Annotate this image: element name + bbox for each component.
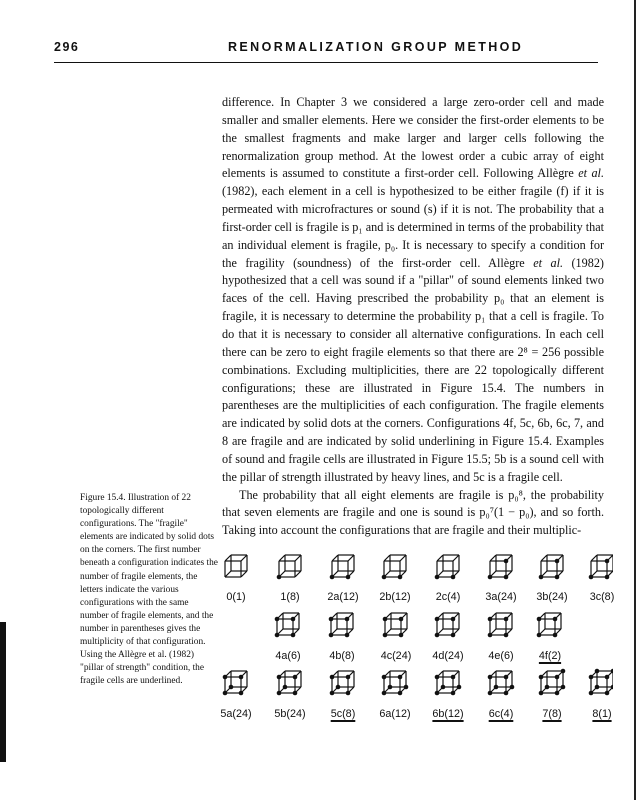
config-label: 5c(8) [330,708,356,720]
fragile-element-dot [504,617,509,622]
fragile-element-dot [398,691,403,696]
fragile-element-dot [388,685,393,690]
fragile-element-dot [457,685,462,690]
config-label: 4b(8) [329,650,355,662]
fragile-element-dot [539,675,544,680]
cube-edge [332,555,338,561]
cube-edge [453,555,459,561]
cube-4e-6 [488,613,512,637]
fragile-element-dot [329,617,334,622]
fragile-element-dot [382,675,387,680]
fragile-element-dot [595,685,600,690]
cube-1-8 [277,555,301,579]
fragile-element-dot [275,617,280,622]
page-number: 296 [54,40,80,54]
config-label: 6b(12) [432,708,464,720]
fragile-element-dot [555,559,560,564]
cube-edge [295,571,301,577]
fragile-element-dot [383,633,388,638]
cube-7-8 [539,669,566,696]
fragile-element-dot [504,675,509,680]
fragile-element-dot [494,685,499,690]
fragile-element-dot [398,575,403,580]
cube-edge [400,555,406,561]
body-text [222,94,604,540]
cube-edge [225,571,231,577]
fragile-element-dot [399,633,404,638]
cube-6a-12 [382,671,409,695]
cube-edge [225,555,231,561]
fragile-element-dot [488,617,493,622]
fragile-element-dot [605,691,610,696]
fragile-element-dot [451,575,456,580]
p1-part-c: (1982) hypothesized that a cell was sound if a "pillar" of sound elements linked two faces of the cell. Having prescribed the probability p₀ that an element is fragile, it is necessary to determine the probability p₁ that a cell is fragile. To do that it is necessary to consider all alternative configurations. In each cell there can be zero to eight fragile elements so that there are 2⁸ = 256 possible combinations. Excluding multiplicities, there are 22 topologically different configurations; these are illustrated in Figure 15.4. The numbers in parentheses are the multiplicities of each configuration. The fragile elements are indicated by solid dots at the corners. Configurations 4f, 5c, 6b, 6c, 7, and 8 are fragile and are indicated by solid underlining in Figure 15.4. Examples of sound and fragile cells are illustrated in Figure 15.5; 5b is a sound cell with the pillar of strength illustrated by heavy lines, and 5c is a fragile cell. [222,255,604,484]
cube-0-1 [225,555,247,577]
fragile-element-dot [589,675,594,680]
cube-4f-2 [537,613,561,637]
cube-3a-24 [488,555,512,579]
cube-edge [241,555,247,561]
fragile-element-dot [345,633,350,638]
cube-4a-6 [275,613,299,637]
config-label: 1(8) [280,591,300,603]
config-label: 6a(12) [379,708,411,720]
fragile-element-dot [451,691,456,696]
fragile-element-dot [441,685,446,690]
cube-edge [591,555,597,561]
config-label: 3a(24) [485,591,517,603]
cube-6b-12 [435,671,462,695]
fragile-element-dot [451,633,456,638]
fragile-element-dot [398,675,403,680]
fragile-element-dot [504,691,509,696]
fragile-element-dot [435,691,440,696]
fragile-element-dot [399,617,404,622]
fragile-element-dot [545,685,550,690]
fragile-element-dot [283,685,288,690]
fragile-element-dot [435,633,440,638]
fragile-element-dot [346,675,351,680]
config-label: 4a(6) [275,650,301,662]
config-label: 3c(8) [589,591,615,603]
cube-edge [279,555,285,561]
config-label: 4c(24) [380,650,412,662]
fragile-element-dot [330,575,335,580]
fragile-element-dot [504,575,509,580]
fragile-element-dot [561,685,566,690]
config-label: 4e(6) [488,650,514,662]
fragile-element-dot [488,675,493,680]
cube-edge [437,555,443,561]
fragile-element-dot [293,691,298,696]
config-label: 2c(4) [435,591,461,603]
fragile-element-dot [277,691,282,696]
config-label: 3b(24) [536,591,568,603]
cube-edge [490,555,496,561]
fragile-element-dot [539,691,544,696]
paragraph-1 [222,94,604,487]
cube-4c-24 [383,613,407,637]
page-edge [634,0,636,800]
paragraph-2: The probability that all eight elements are fragile is p₀⁸, the probability that seven elements are fragile and one is sound is p₀⁷(1 − p₀), and so forth. Taking into account the configurations that are fragile and their multiplic- [222,487,604,538]
cube-4b-8 [329,613,353,637]
cube-edge [348,555,354,561]
fragile-element-dot [382,691,387,696]
fragile-element-dot [561,669,566,674]
cube-5b-24 [277,671,301,695]
fragile-element-dot [383,617,388,622]
config-label: 0(1) [226,591,246,603]
cube-3c-8 [589,555,613,579]
fragile-element-dot [345,617,350,622]
fragile-element-dot [404,685,409,690]
config-label: 8(1) [592,708,612,720]
fragile-element-dot [539,575,544,580]
fragile-element-dot [510,685,515,690]
cube-2b-12 [382,555,406,579]
fragile-element-dot [504,633,509,638]
figure-15-4 [218,545,613,725]
fragile-element-dot [223,691,228,696]
fragile-element-dot [555,675,560,680]
fragile-element-dot [382,575,387,580]
fragile-element-dot [346,691,351,696]
config-label: 2a(12) [327,591,359,603]
cube-edge [384,555,390,561]
fragile-element-dot [595,669,600,674]
cube-edge [295,555,301,561]
p1-part-b: (1982), each element in a cell is hypothesized to be either fragile (f) if it is permeated with microfractures or sound (s) if it is not. The probability that a first-order cell is fragile is p₁ and is determined in terms of the probability that an individual element is fragile, p₀. It is necessary to specify a condition for the fragility (soundness) of the first-order cell. Allègre [222,184,604,270]
cube-2a-12 [330,555,354,579]
fragile-element-dot [451,675,456,680]
config-label: 5a(24) [220,708,252,720]
fragile-element-dot [555,691,560,696]
fragile-element-dot [605,559,610,564]
config-label: 4f(2) [538,650,562,662]
fragile-element-dot [293,675,298,680]
cube-2c-4 [435,555,459,579]
figure-caption: Figure 15.4. Illustration of 22 topologically different configurations. The "fragile" elements are indicated by solid dots on the corners. The first number beneath a configuration indicates the number of fragile elements, the letters indicate the various configurations with the same number of fragile elements, and the number in parentheses gives the multiplicity of that configuration. Using the Allègre et al. (1982) "pillar of strength" condition, the fragile cells are underlined. [80,493,218,687]
fragile-element-dot [330,691,335,696]
fragile-element-dot [537,633,542,638]
config-label: 4d(24) [432,650,464,662]
cube-edge [241,571,247,577]
fragile-element-dot [223,675,228,680]
fragile-element-dot [336,685,341,690]
fragile-element-dot [435,675,440,680]
fragile-element-dot [451,617,456,622]
fragile-element-dot [605,675,610,680]
fragile-element-dot [291,633,296,638]
fragile-element-dot [488,575,493,580]
fragile-element-dot [488,633,493,638]
fragile-element-dot [555,575,560,580]
config-label: 5b(24) [274,708,306,720]
fragile-element-dot [504,559,509,564]
fragile-element-dot [435,617,440,622]
cube-6c-4 [488,671,515,695]
et-al-2: et al. [533,255,564,270]
fragile-element-dot [537,617,542,622]
config-label: 6c(4) [488,708,514,720]
running-head: RENORMALIZATION GROUP METHOD [228,40,524,54]
fragile-element-dot [291,617,296,622]
fragile-element-dot [589,691,594,696]
fragile-element-dot [553,633,558,638]
fragile-element-dot [239,675,244,680]
fragile-element-dot [553,617,558,622]
cube-8-1 [589,669,613,696]
p1-part-a: difference. In Chapter 3 we considered a large zero-order cell and made smaller and smaller elements. Here we consider the first-order elements to be the smallest fragments and make larger and larger cells following the renormalization group method. At the lowest order a cubic array of eight elements is assumed to constitute a first-order cell. Following Allègre [222,95,604,181]
config-label: 2b(12) [379,591,411,603]
config-label: 7(8) [542,708,562,720]
fragile-element-dot [488,691,493,696]
fragile-element-dot [277,675,282,680]
fragile-element-dot [239,691,244,696]
et-al-1: et al. [578,166,604,181]
fragile-element-dot [277,575,282,580]
fragile-element-dot [605,575,610,580]
cube-edge [541,555,547,561]
fragile-element-dot [346,575,351,580]
fragile-element-dot [229,685,234,690]
cube-configurations [218,545,613,725]
margin-bar [0,622,6,762]
fragile-element-dot [330,675,335,680]
fragile-element-dot [275,633,280,638]
cube-4d-24 [435,613,459,637]
cube-3b-24 [539,555,563,579]
fragile-element-dot [589,575,594,580]
fragile-element-dot [435,575,440,580]
fragile-element-dot [329,633,334,638]
cube-5c-8 [330,671,354,695]
header-rule [54,62,598,63]
cube-5a-24 [223,671,247,695]
